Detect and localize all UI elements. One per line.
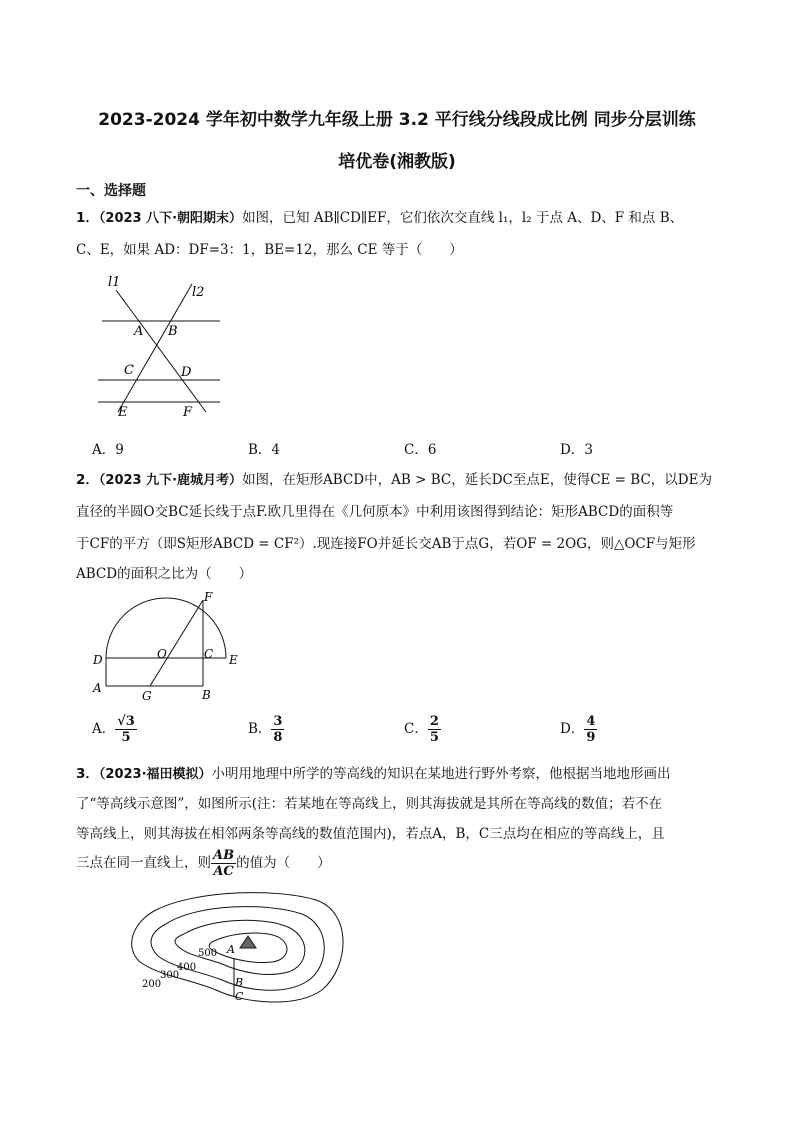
- q1-label-C: C: [124, 363, 134, 378]
- q3-label-C: C: [235, 990, 244, 1003]
- q3-line2: 了“等高线示意图”，如图所示(注：若某地在等高线上，则其海拔就是其所在等高线的数值；若不在: [76, 796, 663, 812]
- document-title-line1: 2023-2024 学年初中数学九年级上册 3.2 平行线分线段成比例 同步分层训练: [98, 110, 696, 130]
- q3-line3: 等高线上，则其海拔在相邻两条等高线的数值范围内)，若点A，B，C三点均在相应的等高线上，且: [76, 826, 665, 842]
- document-title-line2: 培优卷(湘教版): [338, 152, 456, 172]
- q3-stem-text: 小明用地理中所学的等高线的知识在某地进行野外考察，他根据当地地形画出: [211, 766, 671, 782]
- q3-line4: 三点在同一直线上，则 $\frac{AB}{AC}$ 的值为（ ）: [76, 848, 331, 879]
- q2-stem-text: 如图，在矩形ABCD中，AB > BC，延长DC至点E，使得CE = BC，以DE为: [242, 472, 712, 488]
- q2-option-c: C． $\frac{2}{5}$: [404, 714, 439, 745]
- q2-option-b: B． $\frac{3}{8}$: [248, 714, 283, 745]
- q3-label-200: 200: [142, 979, 162, 990]
- q2-label-D: D: [93, 653, 103, 667]
- q2-label-E: E: [229, 653, 238, 667]
- q1-line1: [76, 206, 683, 226]
- q1-number: 1．: [76, 210, 99, 226]
- q1-source: （2023 八下·朝阳期末）: [98, 211, 243, 226]
- q3-label-B: B: [235, 976, 244, 989]
- peak-triangle-icon: [240, 936, 256, 948]
- q2-option-d: D． $\frac{4}{9}$: [560, 714, 596, 745]
- q2-option-a: A． $\frac{√3}{5}$: [92, 714, 135, 745]
- q1-option-a: A．9: [92, 442, 124, 458]
- q2-label-O: O: [157, 647, 167, 661]
- q3-number: 3．: [76, 766, 99, 782]
- q1-label-E: E: [118, 405, 128, 420]
- q1-option-b: B．4: [248, 442, 281, 458]
- q1-stem-text: 如图，已知 AB∥CD∥EF，它们依次交直线 l₁，l₂ 于点 A、D、F 和点 B、: [242, 210, 684, 226]
- q2-label-A: A: [93, 681, 102, 695]
- q2-label-C: C: [204, 647, 214, 661]
- q1-label-l1: l1: [108, 275, 121, 290]
- q2-label-F: F: [204, 590, 213, 604]
- q2-line4: ABCD的面积之比为（ ）: [76, 566, 253, 582]
- q3-label-500: 500: [198, 948, 218, 959]
- q2-label-G: G: [142, 689, 152, 703]
- q3-label-A: A: [227, 943, 235, 956]
- q1-option-c: C．6: [404, 442, 437, 458]
- q2-number: 2．: [76, 472, 99, 488]
- q2-figure: [90, 588, 240, 706]
- q1-label-F: F: [183, 405, 193, 420]
- q3-line1: [76, 762, 671, 782]
- q3-label-300: 300: [160, 970, 180, 981]
- q1-option-d: D．3: [560, 442, 593, 458]
- q1-label-B: B: [168, 324, 178, 339]
- q2-source: （2023 九下·鹿城月考）: [98, 473, 243, 488]
- q2-line3: 于CF的平方（即S矩形ABCD = CF²）.现连接FO并延长交AB于点G，若OF = 2OG，则△OCF与矩形: [76, 536, 696, 552]
- q1-label-D: D: [181, 365, 192, 380]
- q1-figure: [96, 272, 226, 422]
- q3-source: （2023·福田模拟）: [98, 767, 212, 782]
- q2-line2: 直径的半圆O交BC延长线于点F.欧几里得在《几何原本》中利用该图得到结论：矩形ABCD的面积等: [76, 504, 674, 520]
- q1-label-l2: l2: [192, 285, 205, 300]
- q3-contour-figure: [126, 886, 352, 1012]
- q3-label-400: 400: [177, 962, 197, 973]
- q1-line2: C、E，如果 AD：DF=3：1，BE=12，那么 CE 等于（ ）: [76, 242, 463, 258]
- q2-label-B: B: [202, 688, 211, 702]
- q2-line1: [76, 468, 712, 488]
- section-heading: 一、选择题: [76, 183, 146, 199]
- q1-label-A: A: [134, 324, 144, 339]
